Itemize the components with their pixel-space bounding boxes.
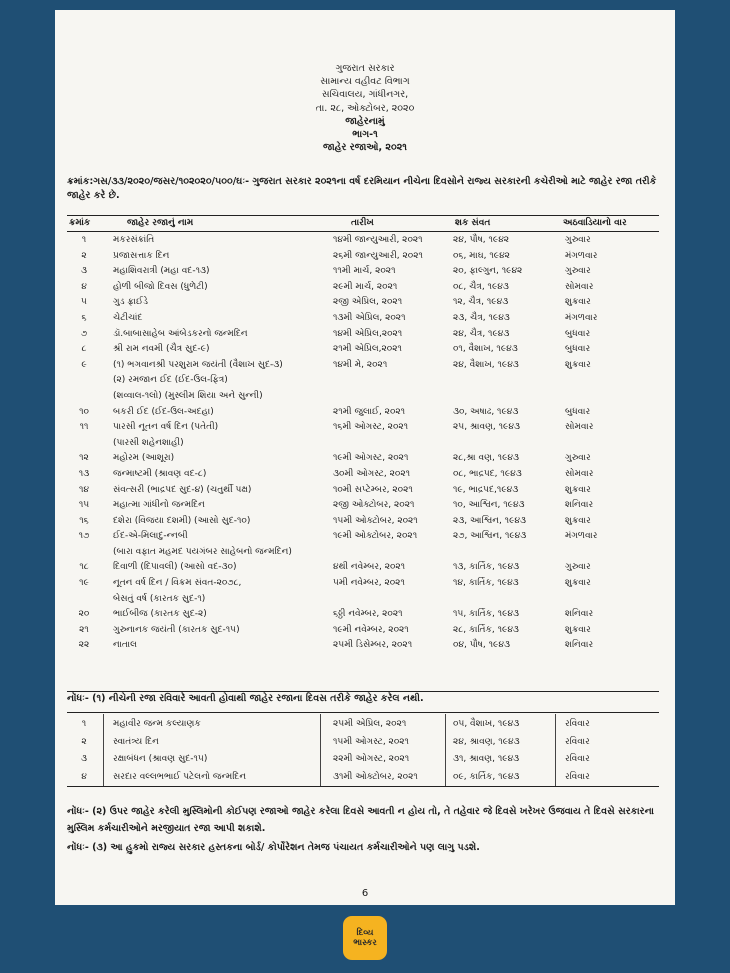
cell-date: ૨૧મી એપ્રિલ,૨૦૨૧ <box>333 344 402 355</box>
cell-num: ૯ <box>81 359 87 370</box>
cell-name: પારસી નૂતન વર્ષ દિન (પતેતી) <box>113 422 219 433</box>
table-top-rule <box>67 215 659 216</box>
cell-shak: ૨૪, વૈશાખ, ૧૯૪૩ <box>453 359 519 370</box>
holiday-table <box>55 234 675 655</box>
cell-day: શુક્રવાર <box>565 484 591 495</box>
cell-day: બુધવાર <box>565 328 591 339</box>
cell-num: ૪ <box>81 771 87 782</box>
cell-num: ૧૮ <box>79 562 89 573</box>
cell-date: ૧૦મી સપ્ટેમ્બર, ૨૦૨૧ <box>333 484 413 495</box>
note-1: નોંધઃ- (૧) નીચેની રજા રવિવારે આવતી હોવાથી જાહેર રજાના દિવસ તરીકે જાહેર કરેલ નથી. <box>67 693 424 704</box>
page-number: 6 <box>361 888 369 899</box>
cell-date: ૨૫મી ડિસેમ્બર, ૨૦૨૧ <box>333 640 413 651</box>
cell-num: ૧૨ <box>79 453 89 464</box>
cell-name: દશેરા (વિજયા દશમી) (આસો સુદ-૧૦) <box>113 515 251 526</box>
cell-day: બુધવાર <box>565 406 591 417</box>
header-line: ભાગ-૧ <box>352 129 378 141</box>
cell-shak: ૦૬, માઘ, ૧૯૪૨ <box>453 250 510 261</box>
cell-name: મકરસંક્રાંતિ <box>113 235 155 245</box>
cell-date: ૩૦મી ઓગસ્ટ, ૨૦૨૧ <box>333 468 411 479</box>
holiday-row <box>55 515 675 531</box>
cell-day: ગુરુવાર <box>565 235 591 245</box>
cell-day: મંગળવાર <box>565 531 598 542</box>
cell-num: ૧૬ <box>79 515 89 526</box>
cell-day: રવિવાર <box>565 754 590 764</box>
cell-day: શુક્રવાર <box>565 359 591 370</box>
cell-shak: ૧૦, આશ્વિન, ૧૯૪૩ <box>453 500 525 511</box>
header-line: સચિવાલય, ગાંધીનગર, <box>321 89 409 101</box>
cell-date: ૧૯મી ઓક્ટોબર, ૨૦૨૧ <box>333 531 418 542</box>
cell-shak: ૦૧, વૈશાખ, ૧૯૪૩ <box>453 344 518 355</box>
cell-shak: ૧૯, ભાદ્રપદ,૧૯૪૩ <box>453 484 519 495</box>
cell-num: ૧ <box>81 719 87 729</box>
cell-date: ૧૪મી જાન્યુઆરી, ૨૦૨૧ <box>333 235 423 245</box>
cell-num: ૨ <box>81 250 87 261</box>
sunday-table-top-rule <box>67 712 659 713</box>
cell-name: ઈદ-એ-મિલાદુ-ન્નબી <box>113 531 188 542</box>
cell-date: ૧૧મી માર્ચ, ૨૦૨૧ <box>333 266 396 277</box>
cell-shak: ૩૦, અષાઢ, ૧૯૪૩ <box>453 406 519 417</box>
cell-name: સ્વાતંત્ર્ય દિન <box>113 736 159 747</box>
holiday-row <box>55 530 675 546</box>
cell-name: પ્રજાસત્તાક દિન <box>113 250 170 261</box>
cell-num: ૭ <box>80 328 88 339</box>
table-header-rule <box>67 231 659 232</box>
holiday-row <box>55 296 675 312</box>
header-line: જાહેર રજાઓ, ૨૦૨૧ <box>323 142 407 154</box>
cell-day: ગુરુવાર <box>565 562 591 573</box>
cell-date: ૨જી ઓક્ટોબર, ૨૦૨૧ <box>333 500 415 511</box>
logo-text: ભાસ્કર <box>353 938 377 948</box>
header-line: ગુજરાત સરકાર <box>335 63 395 74</box>
holiday-row <box>55 390 675 406</box>
cell-name: મહાત્મા ગાંધીનો જન્મદિન <box>113 500 205 511</box>
cell-day: મંગળવાર <box>565 250 598 261</box>
cell-name: સરદાર વલ્લભભાઈ પટેલનો જન્મદિન <box>113 771 247 782</box>
cell-day: ગુરુવાર <box>565 266 591 277</box>
holiday-row <box>55 452 675 468</box>
cell-name: મહાવીર જન્મ કલ્યાણક <box>113 719 201 729</box>
holiday-row <box>55 639 675 655</box>
cell-day: સોમવાર <box>565 422 594 433</box>
logo-text: દિવ્ય <box>356 928 374 938</box>
cell-num: ૧ <box>81 235 87 245</box>
note-2: નોંધઃ- (૨) ઉપર જાહેર કરેલી મુસ્લિમોની કોઈપણ રજાઓ જાહેર કરેલા દિવસે આવતી ન હોય તો, તે તહેવાર જે દિવસે ખરેખર ઉજવાય તે દિવસે સરકારના મુસ્લિમ કર્મચારીઓને મરજીયાત રજા આપી શકાશે. <box>67 806 654 834</box>
holiday-row <box>55 406 675 422</box>
col-head-num: ક્રમાંક <box>69 218 91 228</box>
cell-num: ૧૯ <box>79 578 89 589</box>
cell-num: ૧૩ <box>78 468 90 479</box>
cell-day: ગુરુવાર <box>565 453 591 464</box>
cell-date: ૧૬મી ઓગસ્ટ, ૨૦૨૧ <box>333 422 409 433</box>
cell-shak: ૦૮, ચૈત્ર, ૧૯૪૩ <box>453 281 509 292</box>
holiday-row <box>55 468 675 484</box>
cell-shak: ૨૫, શ્રાવણ, ૧૯૪૩ <box>453 422 520 433</box>
cell-shak: ૨૮,શ્રા વણ, ૧૯૪૩ <box>453 453 519 464</box>
cell-date: ૨જી એપ્રિલ, ૨૦૨૧ <box>333 297 403 308</box>
holiday-row <box>55 265 675 281</box>
cell-name: (૨) રમજાન ઈદ (ઈદ-ઉલ-ફિત્ર) <box>113 375 228 386</box>
cell-day: શનિવાર <box>565 640 594 651</box>
cell-name: બકરી ઈદ (ઈદ-ઉલ-અદહા) <box>113 406 214 417</box>
cell-date: ૨૨મી ઓગસ્ટ, ૨૦૨૧ <box>333 754 410 764</box>
cell-shak: ૧૩, કાર્તિક, ૧૯૪૩ <box>453 562 520 573</box>
cell-date: ૨૫મી એપ્રિલ, ૨૦૨૧ <box>333 719 407 729</box>
col-head-name: જાહેર રજાનું નામ <box>127 218 194 228</box>
cell-shak: ૨૩, ચૈત્ર, ૧૯૪૩ <box>453 312 510 323</box>
cell-day: શનિવાર <box>565 609 594 620</box>
holiday-row <box>55 421 675 437</box>
cell-name: ભાઈબીજ (કારતક સુદ-૨) <box>113 609 207 620</box>
holiday-row <box>55 281 675 297</box>
cell-shak: ૩૧, શ્રાવણ, ૧૯૪૩ <box>453 754 520 764</box>
cell-name: (શવ્વાલ-૧લો) (મુસ્લીમ શિયા અને સુન્ની) <box>113 390 263 401</box>
holiday-row <box>55 561 675 577</box>
cell-name: મહાશિવરાત્રી (મહા વદ-૧૩) <box>113 266 210 277</box>
sunday-holiday-row <box>55 735 675 753</box>
intro-paragraph: ક્રમાંક:ગસ/૩૩/૨૦૨૦/જસર/૧૦૨૦૨૦/૫૦૦/ઘઃ- ગુજરાત સરકાર ૨૦૨૧ના વર્ષ દરમિયાન નીચેના દિવસોને રાજ્ય સરકારની કચેરીઓ માટે જાહેર રજા તરીકે જાહેર કરે છે. <box>67 176 657 201</box>
cell-date: ૧૪મી એપ્રિલ,૨૦૨૧ <box>333 328 403 339</box>
cell-shak: ૦૮, ભાદ્રપદ, ૧૯૪૩ <box>453 468 522 479</box>
cell-shak: ૨૩, આશ્વિન, ૧૯૪૩ <box>453 515 526 526</box>
holiday-row <box>55 499 675 515</box>
holiday-row <box>55 328 675 344</box>
cell-shak: ૧૨, ચૈત્ર, ૧૯૪૩ <box>453 297 509 308</box>
cell-num: ૨૨ <box>78 640 90 651</box>
sunday-holiday-row <box>55 770 675 788</box>
cell-num: ૧૧ <box>79 422 89 433</box>
cell-name: નૂતન વર્ષ દિન / વિક્રમ સંવત-૨૦૭૮, <box>113 578 242 589</box>
document-header <box>55 62 675 154</box>
cell-name: મહોરમ (આશૂરા) <box>113 453 175 464</box>
cell-date: ૧૫મી ઓક્ટોબર, ૨૦૨૧ <box>333 515 418 526</box>
cell-name: ચેટીચાંદ <box>113 312 143 323</box>
sunday-holiday-row <box>55 717 675 735</box>
cell-name: ગુરુનાનક જયંતી (કારતક સુદ-૧૫) <box>113 624 240 635</box>
cell-day: શનિવાર <box>565 500 594 511</box>
holiday-row <box>55 374 675 390</box>
cell-day: રવિવાર <box>565 736 590 747</box>
cell-shak: ૨૪, ચૈત્ર, ૧૯૪૩ <box>453 328 510 339</box>
header-line: જાહેરનામું <box>345 115 385 127</box>
header-line: સામાન્ય વહીવટ વિભાગ <box>320 76 410 88</box>
notification-page <box>55 10 675 905</box>
cell-day: શુક્રવાર <box>565 578 591 589</box>
cell-date: ૧૪મી મે, ૨૦૨૧ <box>333 359 388 370</box>
cell-day: રવિવાર <box>565 719 590 729</box>
holiday-row <box>55 593 675 609</box>
col-head-date: તારીખ <box>351 218 374 228</box>
holiday-row <box>55 250 675 266</box>
holiday-row <box>55 484 675 500</box>
holiday-row <box>55 437 675 453</box>
holiday-row <box>55 312 675 328</box>
holiday-row <box>55 577 675 593</box>
holiday-row <box>55 608 675 624</box>
cell-num: ૨૧ <box>79 624 89 635</box>
col-head-shak: શક સંવત <box>455 218 491 228</box>
cell-shak: ૦૫, વૈશાખ, ૧૯૪૩ <box>453 719 520 729</box>
cell-num: ૨ <box>81 736 87 747</box>
sunday-table-bottom-rule <box>67 786 659 787</box>
note-3: નોંધઃ- (૩) આ હુકમો રાજ્ય સરકાર હસ્તકના બોર્ડ/ કોર્પોરેશન તેમજ પંચાયત કર્મચારીઓને પણ લાગુ પડશે. <box>67 842 480 853</box>
cell-shak: ૨૭, આશ્વિન, ૧૯૪૩ <box>453 531 527 542</box>
cell-date: ૬ઠ્ઠી નવેમ્બર, ૨૦૨૧ <box>333 609 403 620</box>
holiday-row <box>55 359 675 375</box>
cell-day: બુધવાર <box>565 344 591 355</box>
cell-num: ૩ <box>81 266 87 277</box>
cell-num: ૫ <box>81 297 87 308</box>
cell-shak: ૨૪, પૌષ, ૧૯૪૨ <box>453 235 510 245</box>
cell-day: શુક્રવાર <box>565 515 591 526</box>
cell-shak: ૦૪, પૌષ, ૧૯૪૩ <box>453 640 510 651</box>
cell-name: ગુડ ફ્રાઈડે <box>113 297 148 308</box>
cell-shak: ૨૦, ફાલ્ગુન, ૧૯૪૨ <box>453 266 523 277</box>
sunday-holiday-table <box>55 717 675 787</box>
cell-num: ૪ <box>81 281 87 292</box>
cell-name: બેસતું વર્ષ (કારતક સુદ-૧) <box>113 593 206 604</box>
sunday-holiday-row <box>55 752 675 770</box>
cell-name: દિવાળી (દિપાવલી) (આસો વદ-૩૦) <box>113 562 237 573</box>
cell-num: ૮ <box>81 344 87 355</box>
holiday-row <box>55 624 675 640</box>
cell-num: ૬ <box>81 312 87 323</box>
holiday-row <box>55 234 675 250</box>
col-head-day: અઠવાડિયાનો વાર <box>563 218 627 228</box>
cell-num: ૩ <box>81 754 87 764</box>
cell-name: શ્રી રામ નવમી (ચૈત્ર સુદ-૯) <box>113 344 210 355</box>
holiday-row <box>55 343 675 359</box>
cell-day: મંગળવાર <box>565 312 598 323</box>
cell-name: (પારસી શહેનશાહી) <box>113 437 184 448</box>
cell-name: હોળી બીજો દિવસ (ધુળેટી) <box>113 281 208 292</box>
cell-date: ૧૯મી ઓગસ્ટ, ૨૦૨૧ <box>333 453 409 464</box>
cell-num: ૧૦ <box>79 406 89 417</box>
cell-shak: ૦૯, કાર્તિક, ૧૯૪૩ <box>453 771 520 782</box>
cell-date: ૧૩મી એપ્રિલ, ૨૦૨૧ <box>333 312 406 323</box>
cell-date: ૧૯મી નવેમ્બર, ૨૦૨૧ <box>333 624 409 635</box>
cell-num: ૧૭ <box>78 531 90 542</box>
cell-date: ૧૫મી ઓગસ્ટ, ૨૦૨૧ <box>333 736 409 747</box>
cell-date: ૫મી નવેમ્બર, ૨૦૨૧ <box>333 578 405 589</box>
cell-day: સોમવાર <box>565 281 594 292</box>
cell-name: નાતાલ <box>113 640 137 651</box>
cell-day: શુક્રવાર <box>565 297 591 308</box>
holiday-row <box>55 546 675 562</box>
cell-name: જન્માષ્ટમી (શ્રાવણ વદ-૮) <box>113 468 207 479</box>
cell-date: ૨૯મી માર્ચ, ૨૦૨૧ <box>333 281 398 292</box>
cell-date: ૩૧મી ઓક્ટોબર, ૨૦૨૧ <box>333 771 418 782</box>
header-line: તા. ૨૮, ઓક્ટોબર, ૨૦૨૦ <box>315 102 415 114</box>
cell-shak: ૧૫, કાર્તિક, ૧૯૪૩ <box>453 609 519 620</box>
cell-date: ૪થી નવેમ્બર, ૨૦૨૧ <box>333 562 406 573</box>
cell-shak: ૨૪, શ્રાવણ, ૧૯૪૩ <box>453 736 520 747</box>
cell-num: ૧૫ <box>78 500 90 511</box>
cell-day: સોમવાર <box>565 468 594 479</box>
cell-name: (બારા વફાત મહમદ પયગંબર સાહેબનો જન્મદિન) <box>113 546 292 557</box>
cell-num: ૨૦ <box>78 609 90 620</box>
cell-num: ૧૪ <box>79 484 89 495</box>
cell-date: ૨૧મી જુલાઈ, ૨૦૨૧ <box>333 406 406 417</box>
cell-shak: ૨૮, કાર્તિક, ૧૯૪૩ <box>453 624 519 635</box>
cell-shak: ૧૪, કાર્તિક, ૧૯૪૩ <box>453 578 519 589</box>
cell-day: શુક્રવાર <box>565 624 591 635</box>
cell-day: રવિવાર <box>565 771 590 782</box>
table-bottom-rule <box>67 691 659 692</box>
divya-bhaskar-logo <box>343 916 387 960</box>
cell-name: રક્ષાબંધન (શ્રાવણ સુદ-૧૫) <box>113 754 208 764</box>
cell-name: સંવત્સરી (ભાદ્રપદ સુદ-૪) (ચતુર્થી પક્ષ) <box>113 484 252 495</box>
cell-date: ૨૬મી જાન્યુઆરી, ૨૦૨૧ <box>333 250 423 261</box>
cell-name: ડૉ.બાબાસાહેબ આંબેડકરનો જન્મદિન <box>113 328 248 339</box>
cell-name: (૧) ભગવાનશ્રી પરશુરામ જયંતી (વૈશાખ સુદ-૩) <box>113 359 283 370</box>
